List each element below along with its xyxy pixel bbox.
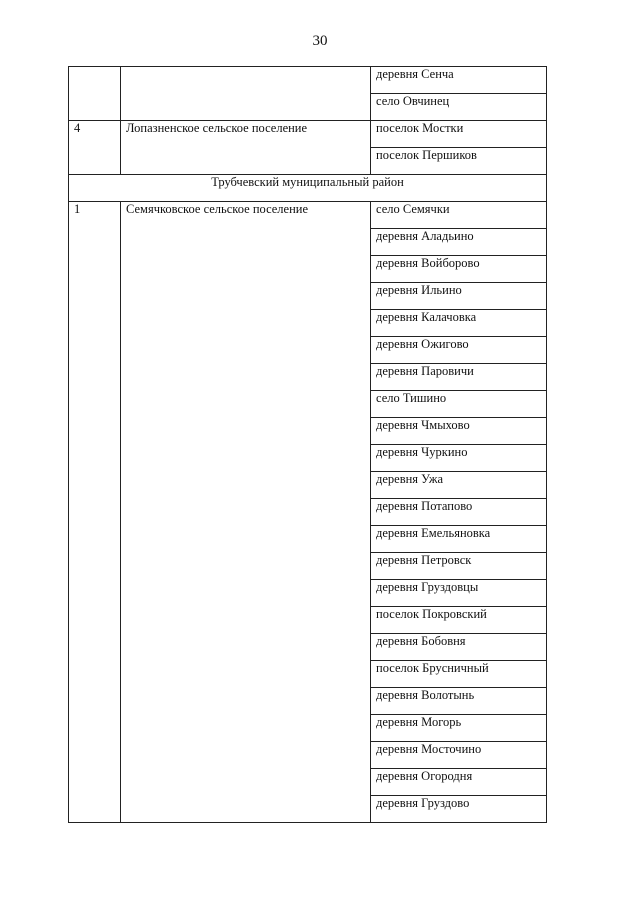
- settlement-name: деревня Огородня: [371, 769, 547, 796]
- row-number: 1: [69, 202, 121, 823]
- settlement-name: поселок Покровский: [371, 607, 547, 634]
- settlement-name: деревня Ильино: [371, 283, 547, 310]
- settlement-name: поселок Першиков: [371, 148, 547, 175]
- settlement-name: деревня Сенча: [371, 67, 547, 94]
- settlement-name: деревня Волотынь: [371, 688, 547, 715]
- settlement-name: деревня Чуркино: [371, 445, 547, 472]
- settlement-name: деревня Петровск: [371, 553, 547, 580]
- settlements-table: [68, 66, 547, 823]
- settlement-name: деревня Ожигово: [371, 337, 547, 364]
- settlement-name: деревня Груздовцы: [371, 580, 547, 607]
- municipality-name: [121, 67, 371, 121]
- settlement-name: поселок Мостки: [371, 121, 547, 148]
- settlement-name: деревня Чмыхово: [371, 418, 547, 445]
- municipality-name: Семячковское сельское поселение: [121, 202, 371, 823]
- district-title: Трубчевский муниципальный район: [69, 175, 547, 202]
- settlement-name: деревня Паровичи: [371, 364, 547, 391]
- settlement-name: поселок Брусничный: [371, 661, 547, 688]
- settlement-name: деревня Груздово: [371, 796, 547, 823]
- settlement-name: деревня Ужа: [371, 472, 547, 499]
- row-number: [69, 67, 121, 121]
- table-row: [69, 121, 547, 148]
- settlement-name: деревня Емельяновка: [371, 526, 547, 553]
- settlement-name: село Тишино: [371, 391, 547, 418]
- settlement-name: деревня Бобовня: [371, 634, 547, 661]
- municipality-name: Лопазненское сельское поселение: [121, 121, 371, 175]
- settlement-name: деревня Мосточино: [371, 742, 547, 769]
- settlement-name: деревня Аладьино: [371, 229, 547, 256]
- settlement-name: деревня Потапово: [371, 499, 547, 526]
- district-row: [69, 175, 547, 202]
- settlement-name: деревня Калачовка: [371, 310, 547, 337]
- row-number: 4: [69, 121, 121, 175]
- table-row: [69, 67, 547, 94]
- page-number: 30: [312, 33, 328, 49]
- settlement-name: деревня Могорь: [371, 715, 547, 742]
- settlement-name: село Семячки: [371, 202, 547, 229]
- settlement-name: деревня Войборово: [371, 256, 547, 283]
- settlement-name: село Овчинец: [371, 94, 547, 121]
- table-row: [69, 202, 547, 229]
